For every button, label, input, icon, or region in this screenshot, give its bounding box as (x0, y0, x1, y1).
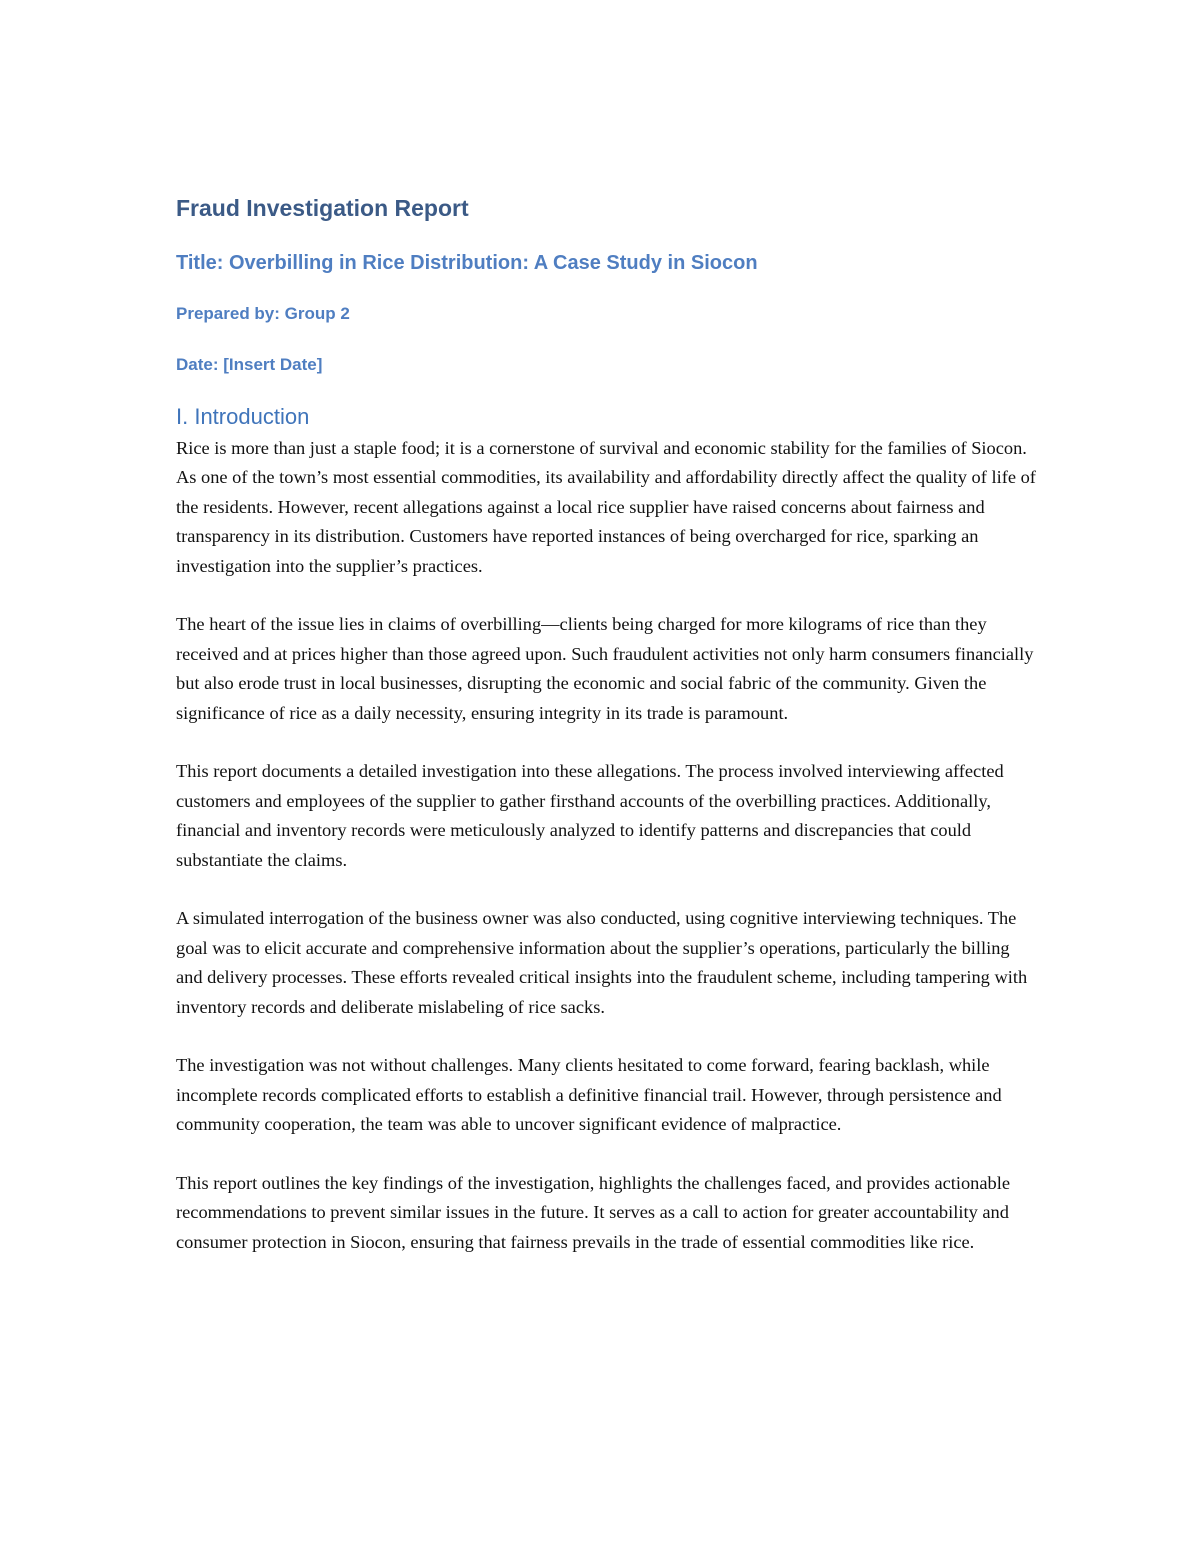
intro-paragraph-5: The investigation was not without challenges. Many clients hesitated to come forward, fearing backlash, while incomplete records complicated efforts to establish a definitive financial trail. However, through persistence and community cooperation, the team was able to uncover significant evidence of malpractice. (176, 1055, 1002, 1135)
intro-paragraph-6: This report outlines the key findings of the investigation, highlights the challenges faced, and provides actionable recommendations to prevent similar issues in the future. It serves as a call to action for greater accountability and consumer protection in Siocon, ensuring that fairness prevails in the trade of essential commodities like rice. (176, 1173, 1011, 1252)
report-subtitle: Title: Overbilling in Rice Distribution: A Case Study in Siocon (176, 252, 758, 274)
intro-paragraph-1: Rice is more than just a staple food; it is a cornerstone of survival and economic stability for the families of Siocon. As one of the town’s most essential commodities, its availability and affordability directly affect the quality of life of the residents. However, recent allegations against a local rice supplier have raised concerns about fairness and transparency in its distribution. Customers have reported instances of being overcharged for rice, sparking an investigation into the supplier’s practices. (176, 438, 1036, 576)
introduction-body (176, 434, 1036, 1257)
prepared-by: Prepared by: Group 2 (176, 304, 350, 323)
intro-paragraph-2: The heart of the issue lies in claims of overbilling—clients being charged for more kilograms of rice than they received and at prices higher than those agreed upon. Such fraudulent activities not only harm consumers financially but also erode trust in local businesses, disrupting the economic and social fabric of the community. Given the significance of rice as a daily necessity, ensuring integrity in its trade is paramount. (176, 614, 1034, 723)
introduction-heading: I. Introduction (176, 404, 310, 429)
document-title: Fraud Investigation Report (176, 195, 469, 221)
intro-paragraph-4: A simulated interrogation of the business owner was also conducted, using cognitive interviewing techniques. The goal was to elicit accurate and comprehensive information about the supplier’s operations, particularly the billing and delivery processes. These efforts revealed critical insights into the fraudulent scheme, including tampering with inventory records and deliberate mislabeling of rice sacks. (176, 908, 1028, 1017)
report-date: Date: [Insert Date] (176, 355, 323, 374)
document-page (176, 190, 1036, 1257)
intro-paragraph-3: This report documents a detailed investigation into these allegations. The process involved interviewing affected customers and employees of the supplier to gather firsthand accounts of the overbilling practices. Additionally, financial and inventory records were meticulously analyzed to identify patterns and discrepancies that could substantiate the claims. (176, 761, 1004, 870)
